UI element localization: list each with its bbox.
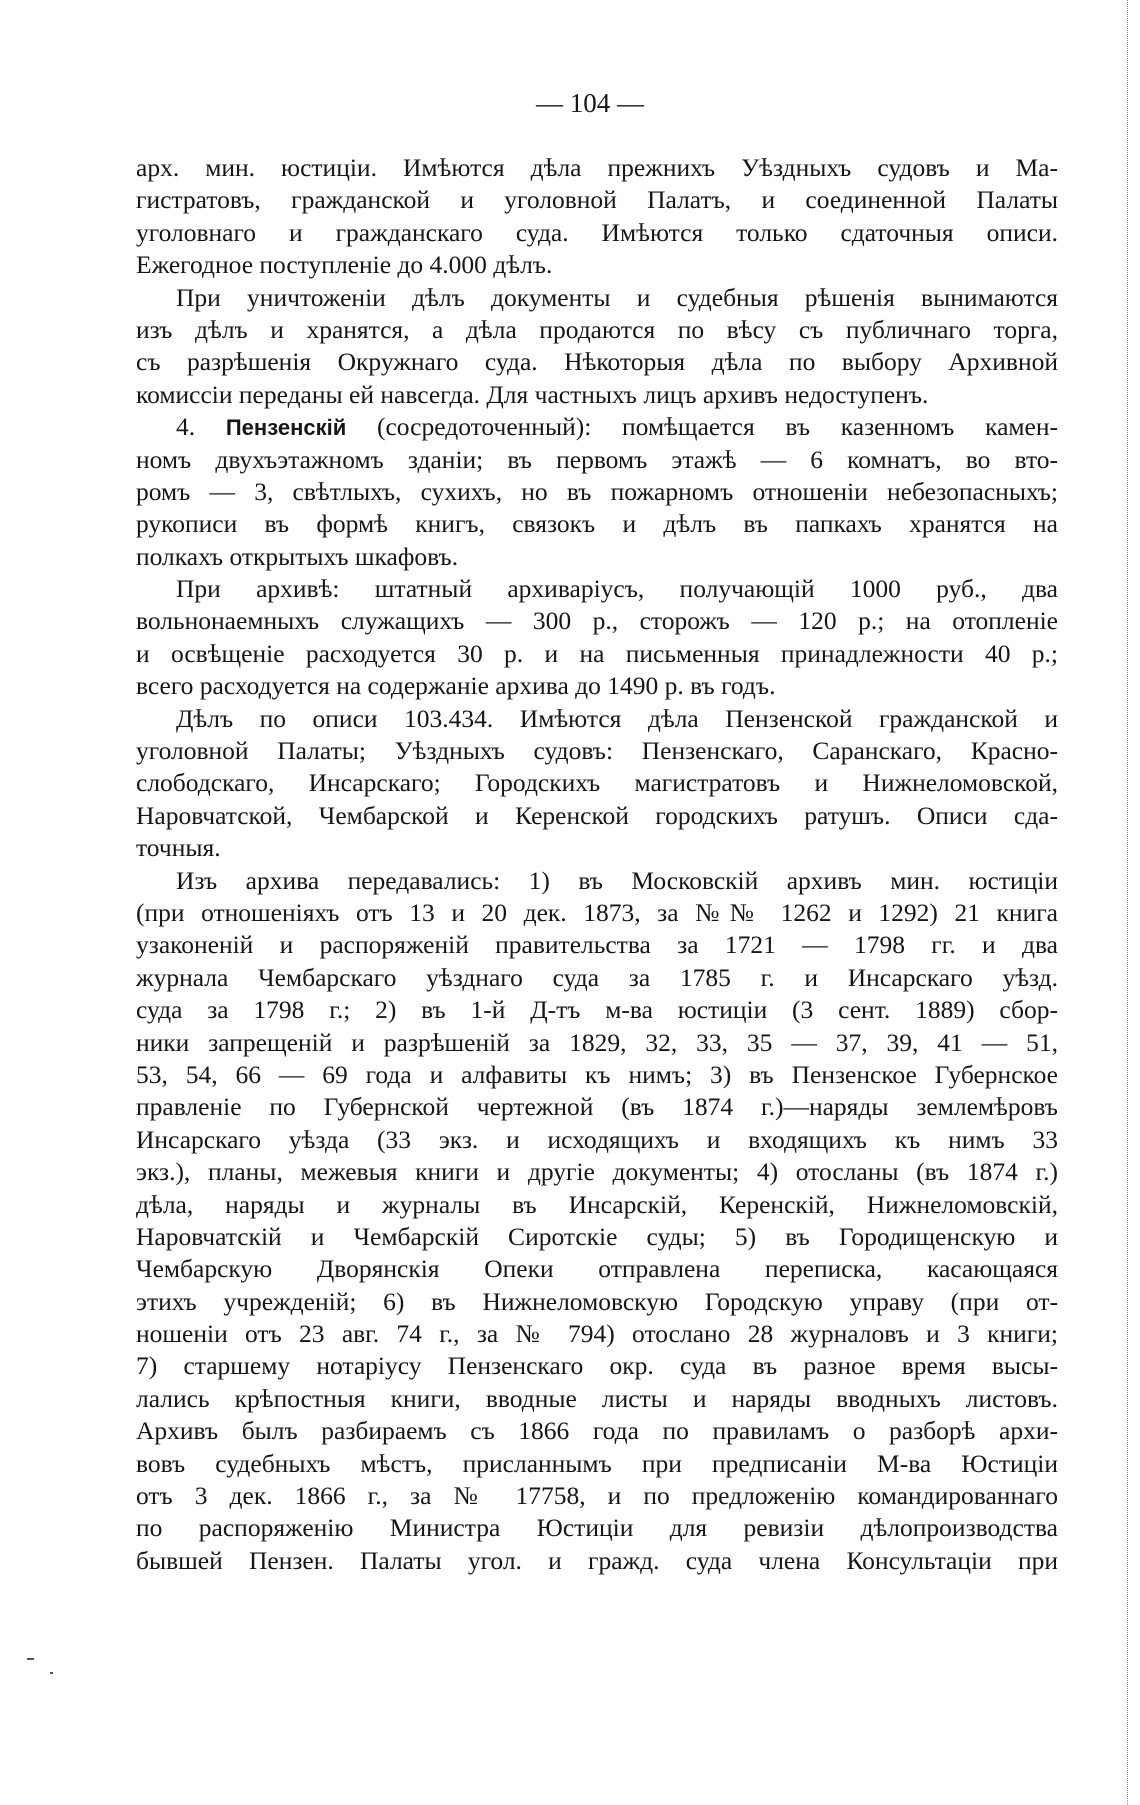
scan-speck [27,1658,34,1660]
text-line: ромъ — 3, свѣтлыхъ, сухихъ, но въ пожарномъ отношеніи небезопасныхъ; [136,476,1058,506]
section-heading-line [136,411,1058,443]
body-text [136,152,1058,1577]
text-line: точныя. [136,833,221,863]
text-line: (при отношеніяхъ отъ 13 и 20 дек. 1873, за №№ 1262 и 1292) 21 книга [136,897,1058,927]
text-line: арх. мин. юстиціи. Имѣются дѣла прежнихъ Уѣздныхъ судовъ и Ма- [136,153,1058,182]
text-line: вовъ судебныхъ мѣстъ, присланнымъ при предписаніи М-ва Юстиціи [136,1448,1058,1478]
scan-speck [50,1672,53,1674]
text-line: Изъ архива передавались: 1) въ Московскій архивъ мин. юстиціи [176,865,1058,895]
text-line: вольнонаемныхъ служащихъ — 300 р., сторожъ — 120 р.; на отопленіе [136,606,1058,636]
text-line: комиссіи переданы ей навсегда. Для частныхъ лицъ архивъ недоступенъ. [136,379,929,409]
text-line: Наровчатскій и Чембарскій Сиротскіе суды; 5) въ Городищенскую и [136,1221,1058,1251]
text-line: правленіе по Губернской чертежной (въ 1874 г.)—наряды землемѣровъ [136,1092,1058,1122]
text-line: слободскаго, Инсарскаго; Городскихъ магистратовъ и Нижнеломовской, [136,768,1058,798]
text-line: всего расходуется на содержаніе архива до 1490 р. въ годъ. [136,671,776,701]
text-line: ники запрещеній и разрѣшеній за 1829, 32, 33, 35 — 37, 39, 41 — 51, [136,1027,1058,1057]
text-line: ношеніи отъ 23 авг. 74 г., за № 794) отослано 28 журналовъ и 3 книги; [136,1319,1058,1349]
text-line: рукописи въ формѣ книгъ, связокъ и дѣлъ въ папкахъ хранятся на [136,509,1058,539]
text-line: Чембарскую Дворянскія Опеки отправлена переписка, касающаяся [136,1254,1058,1284]
page-number: — 104 — [536,88,644,118]
text-line: уголовнаго и гражданскаго суда. Имѣются только сдаточныя описи. [136,217,1058,247]
text-line: узаконеній и распоряженій правительства за 1721 — 1798 гг. и два [136,930,1058,960]
text-line: номъ двухъэтажномъ зданіи; въ первомъ этажѣ — 6 комнатъ, во вто- [136,444,1058,474]
text-line: 7) старшему нотаріусу Пензенскаго окр. суда въ разное время высы- [136,1351,1058,1381]
text-line: При уничтоженіи дѣлъ документы и судебныя рѣшенія вынимаются [176,282,1058,312]
section-name: Пензенскій [225,415,347,441]
text-line: Ежегодное поступленіе до 4.000 дѣлъ. [136,250,553,280]
text-line: съ разрѣшенія Окружнаго суда. Нѣкоторыя дѣла по выбору Архивной [136,347,1058,377]
text-line: отъ 3 дек. 1866 г., за № 17758, и по предложенію командированнаго [136,1481,1058,1511]
text-line: При архивѣ: штатный архиваріусъ, получающій 1000 руб., два [176,574,1058,604]
text-line: Архивъ былъ разбираемъ съ 1866 года по правиламъ о разборѣ архи- [136,1416,1058,1446]
text-line: и освѣщеніе расходуется 30 р. и на письменныя принадлежности 40 р.; [136,638,1058,668]
text-line: Наровчатской, Чембарской и Керенской городскихъ ратушъ. Описи сда- [136,800,1058,830]
text-line: журнала Чембарскаго уѣзднаго суда за 1785 г. и Инсарскаго уѣзд. [136,962,1058,992]
text-line: бывшей Пензен. Палаты угол. и гражд. суда члена Консультаціи при [136,1545,1058,1575]
section-description: (сосредоточенный): помѣщается въ казенномъ камен- [346,412,1058,442]
page-edge-line [1127,0,1128,1805]
text-line: полкахъ открытыхъ шкафовъ. [136,541,459,571]
text-line: изъ дѣлъ и хранятся, а дѣла продаются по вѣсу съ публичнаго торга, [136,314,1058,344]
text-line: Дѣлъ по описи 103.434. Имѣются дѣла Пензенской гражданской и [176,703,1058,733]
text-line: гистратовъ, гражданской и уголовной Палатъ, и соединенной Палаты [136,185,1058,215]
text-line: этихъ учрежденій; 6) въ Нижнеломовскую Городскую управу (при от- [136,1286,1058,1316]
text-line: суда за 1798 г.; 2) въ 1-й Д-тъ м-ва юстиціи (3 сент. 1889) сбор- [136,995,1058,1025]
text-line: лались крѣпостныя книги, вводные листы и наряды вводныхъ листовъ. [136,1383,1058,1413]
text-line: по распоряженію Министра Юстиціи для ревизіи дѣлопроизводства [136,1513,1058,1543]
text-line: экз.), планы, межевыя книги и другіе документы; 4) отосланы (въ 1874 г.) [136,1157,1058,1187]
text-line: 53, 54, 66 — 69 года и алфавиты къ нимъ; 3) въ Пензенское Губернское [136,1059,1058,1089]
section-number: 4. [176,412,226,442]
text-line: дѣла, наряды и журналы въ Инсарскій, Керенскій, Нижнеломовскій, [136,1189,1058,1219]
text-line: Инсарскаго уѣзда (33 экз. и исходящихъ и входящихъ къ нимъ 33 [136,1124,1058,1154]
text-line: уголовной Палаты; Уѣздныхъ судовъ: Пензенскаго, Саранскаго, Красно- [136,736,1058,766]
